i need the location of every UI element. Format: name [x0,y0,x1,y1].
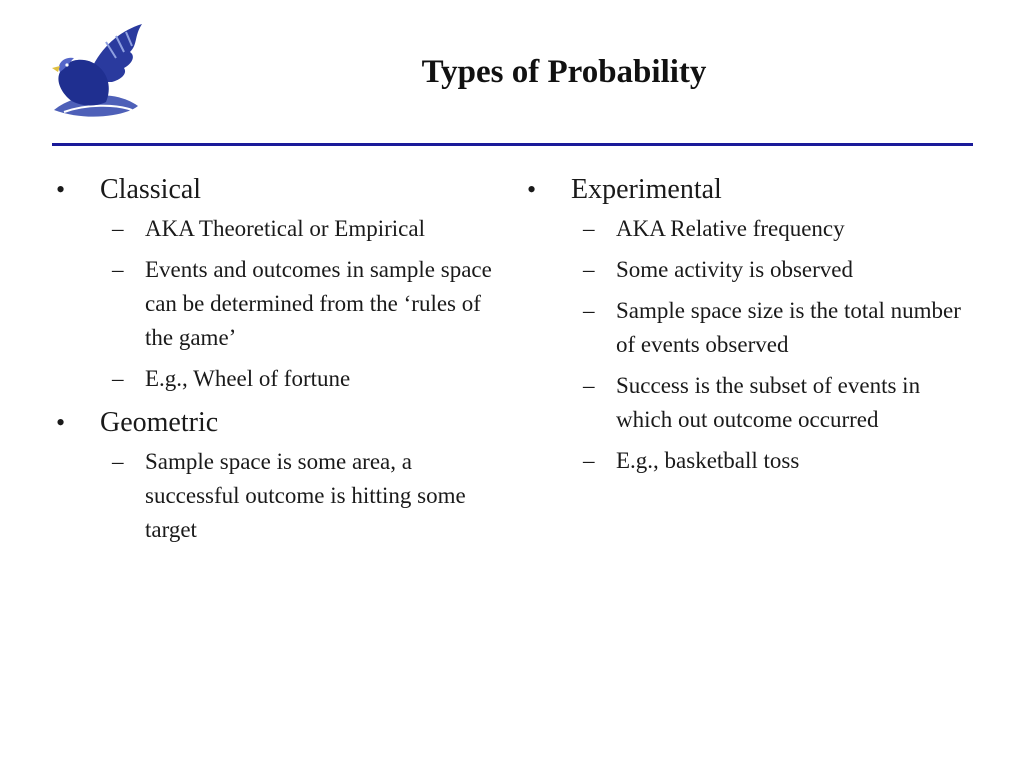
bullet-label: Geometric [100,407,219,438]
right-column [527,170,977,485]
dash-marker: – [112,449,124,474]
sub-item [56,212,496,246]
sub-item [527,212,977,246]
sub-item-text: Sample space size is the total number of events observed [616,298,961,357]
slide-title: Types of Probability [421,54,707,90]
dash-marker: – [583,448,595,473]
sub-item-text: Events and outcomes in sample space can be determined from the ‘rules of the game’ [145,257,492,350]
bullet-item [56,403,496,443]
bullet-group-classical [56,170,496,396]
bullet-group-experimental [527,170,977,478]
sub-item-text: Sample space is some area, a successful outcome is hitting some target [145,449,466,542]
title-divider [52,143,973,146]
bullet-item [56,170,496,210]
left-column [56,170,496,554]
sub-item-text: AKA Relative frequency [616,216,845,241]
bullet-marker: • [56,408,66,437]
dash-marker: – [583,373,595,398]
sub-item [527,294,977,362]
bullet-label: Classical [100,174,202,205]
bullet-marker: • [527,175,537,204]
dash-marker: – [112,216,124,241]
sub-item [56,253,496,355]
sub-item-text: Success is the subset of events in which out outcome occurred [616,373,921,432]
dash-marker: – [583,216,595,241]
sub-item [527,369,977,437]
bullet-marker: • [56,175,66,204]
sub-item [56,445,496,547]
sub-item [527,253,977,287]
dash-marker: – [583,257,595,282]
sub-item-text: E.g., Wheel of fortune [145,366,351,391]
sub-item [56,362,496,396]
bullet-group-geometric [56,403,496,547]
dash-marker: – [112,366,124,391]
sub-item-text: E.g., basketball toss [616,448,800,473]
bullet-label: Experimental [571,174,722,205]
sub-item [527,444,977,478]
dash-marker: – [112,257,124,282]
sub-item-text: AKA Theoretical or Empirical [145,216,425,241]
dash-marker: – [583,298,595,323]
sub-item-text: Some activity is observed [616,257,853,282]
bullet-item [527,170,977,210]
